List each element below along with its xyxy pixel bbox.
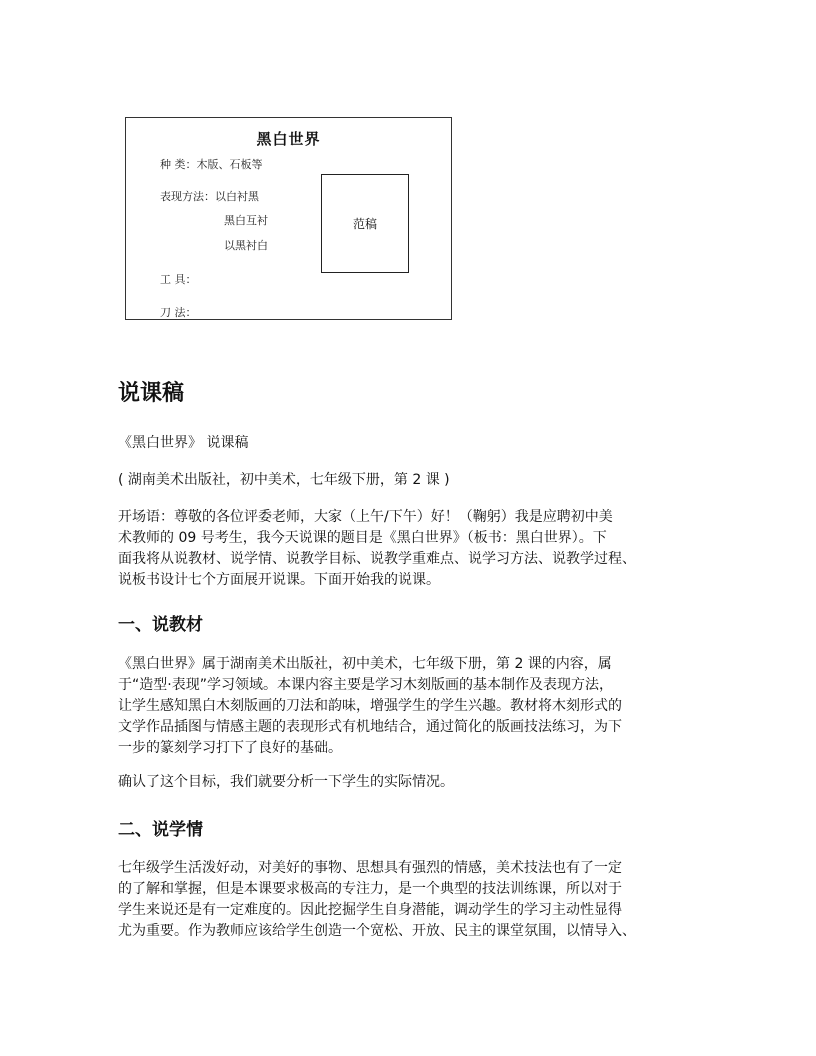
board-title: 黑白世界 xyxy=(256,130,321,148)
intro-line: 面我将从说教材、说学情、说教学目标、说教学重难点、说学习方法、说教学过程、 xyxy=(118,551,636,567)
intro-paragraph xyxy=(118,507,718,591)
section2-line: 的了解和掌握，但是本课要求极高的专注力，是一个典型的技法训练课，所以对于 xyxy=(118,881,622,897)
intro-line: 开场语：尊敬的各位评委老师，大家（上午/下午）好！（鞠躬）我是应聘初中美 xyxy=(118,509,613,525)
publisher-line: ( 湖南美术出版社，初中美术，七年级下册，第 2 课 ) xyxy=(118,472,450,488)
document-title: 说课稿 xyxy=(118,381,185,406)
section1-line: 于“造型·表现”学习领域。本课内容主要是学习木刻版画的基本制作及表现方法， xyxy=(118,677,613,693)
board-line-method-2: 黑白互衬 xyxy=(224,214,268,227)
section2-paragraph xyxy=(118,858,718,942)
board-line-method-3: 以黑衬白 xyxy=(224,239,268,252)
board-line-tools: 工 具： xyxy=(160,273,197,286)
section2-line: 学生来说还是有一定难度的。因此挖掘学生自身潜能，调动学生的学习主动性显得 xyxy=(118,902,622,918)
section1-line: 一步的篆刻学习打下了良好的基础。 xyxy=(118,740,342,756)
section1-paragraph xyxy=(118,654,718,759)
section2-line: 七年级学生活泼好动，对美好的事物、思想具有强烈的情感，美术技法也有了一定 xyxy=(118,860,622,876)
sample-box xyxy=(321,174,409,273)
intro-line: 术教师的 09 号考生，我今天说课的题目是《黑白世界》（板书：黑白世界）。下 xyxy=(118,530,607,546)
section2-heading: 二、说学情 xyxy=(118,820,203,840)
board-line-method: 表现方法：以白衬黑 xyxy=(160,190,259,203)
board-line-type: 种 类：木版、石板等 xyxy=(160,158,263,171)
section1-heading: 一、说教材 xyxy=(118,615,203,635)
section1-transition: 确认了这个目标，我们就要分析一下学生的实际情况。 xyxy=(118,774,454,790)
blackboard-design-figure xyxy=(125,117,452,320)
section2-line: 尤为重要。作为教师应该给学生创造一个宽松、开放、民主的课堂氛围，以情导入、 xyxy=(118,923,636,939)
section1-line: 《黑白世界》属于湖南美术出版社，初中美术，七年级下册，第 2 课的内容，属 xyxy=(118,656,612,672)
sample-label: 范稿 xyxy=(352,217,377,231)
intro-line: 说板书设计七个方面展开说课。下面开始我的说课。 xyxy=(118,572,440,588)
section1-line: 文学作品插图与情感主题的表现形式有机地结合，通过简化的版画技法练习，为下 xyxy=(118,719,622,735)
board-line-knife: 刀 法： xyxy=(160,306,197,319)
subtitle: 《黑白世界》 说课稿 xyxy=(118,435,249,451)
section1-line: 让学生感知黑白木刻版画的刀法和韵味，增强学生的学生兴趣。教材将木刻形式的 xyxy=(118,698,622,714)
